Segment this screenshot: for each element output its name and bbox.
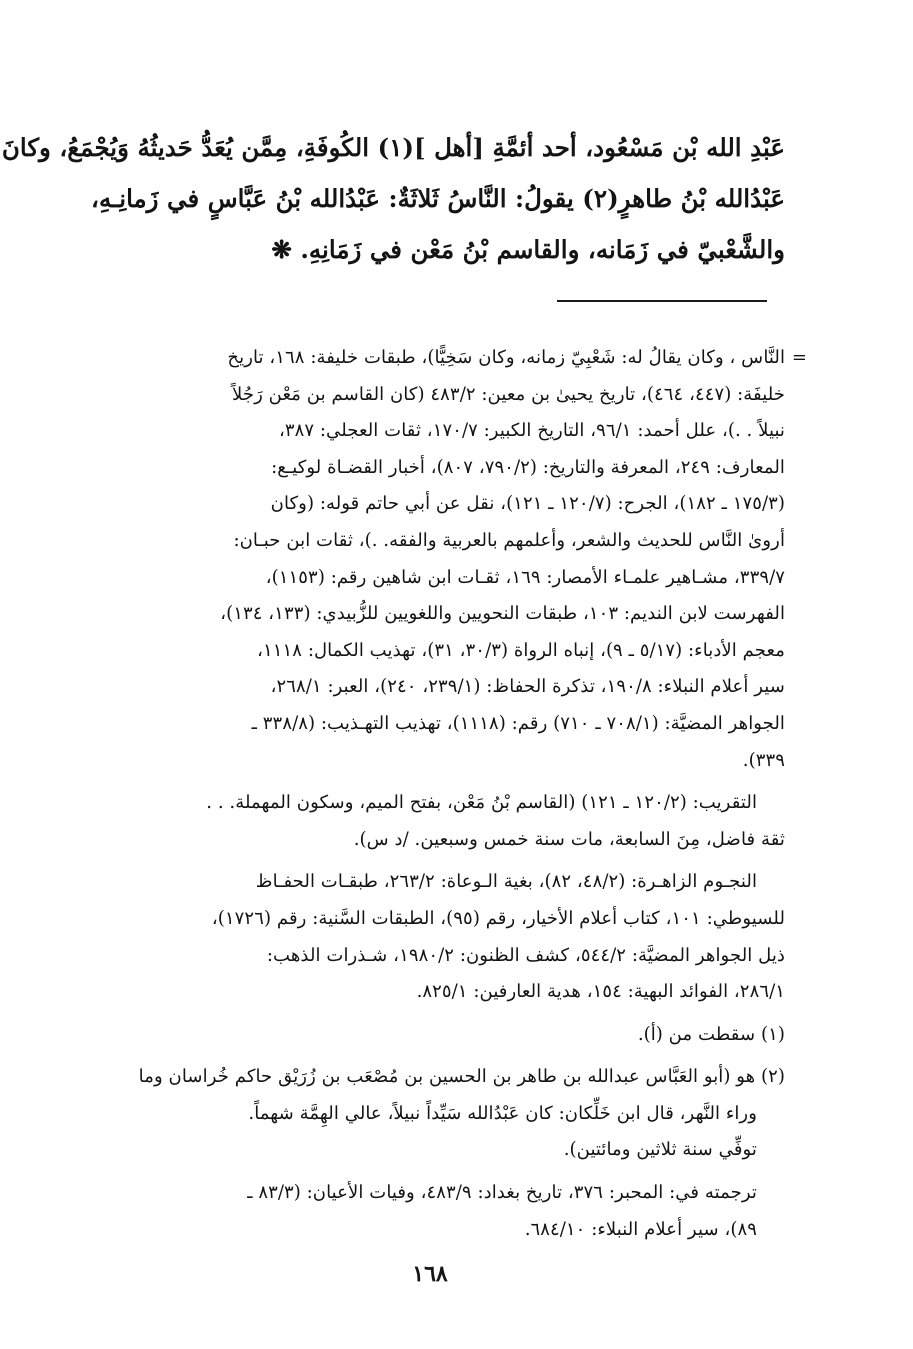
footnote-line: الفهرست لابن النديم: ١٠٣، طبقات النحويين واللغويين للزُّبيدي: (١٣٣، ١٣٤)،: [220, 603, 785, 625]
footnote-line: للسيوطي: ١٠١، كتاب أعلام الأخيار، رقم (٩٥)، الطبقات السَّنية: رقم (١٧٢٦)،: [211, 907, 785, 929]
footnote-line: خليفَة: (٤٤٧، ٤٦٤)، تاريخ يحيىٰ بن معين: ٤٨٣/٢ (كان القاسم بن مَعْن رَجُلاً: [232, 383, 785, 405]
main-text-line: والشَّعْبيّ في زَمَانه، والقاسم بْنُ مَعْن في زَمَانِهِ. ❋: [271, 235, 785, 264]
footnote-2-references: [70, 1175, 785, 1248]
footnote-line: سير أعلام النبلاء: ١٩٠/٨، تذكرة الحفاظ: (٢٣٩/١، ٢٤٠)، العبر: ٢٦٨/١،: [270, 676, 785, 698]
main-text: [1, 122, 785, 275]
footnote-line: ٢٨٦/١، الفوائد البهية: ١٥٤، هدية العارفين: ٨٢٥/١.: [416, 981, 785, 1003]
main-text-line: عَبْدِ الله بْن مَسْعُود، أحد أئمَّةِ [أهل ](١) الكُوفَةِ، مِمَّن يُعَدُّ حَديثُهُ وَيُجْمَعُ، وكانَ: [1, 133, 785, 162]
footnote-line: نبيلاً . .)، علل أحمد: ٩٦/١، التاريخ الكبير: ١٧٠/٧، ثقات العجلي: ٣٨٧،: [278, 420, 785, 442]
footnote-2: [70, 1059, 785, 1169]
footnote-line: المعارف: ٢٤٩، المعرفة والتاريخ: (٧٩٠/٢، ٨٠٧)، أخبار القضـاة لوكيـع:: [271, 456, 785, 478]
footnote-line: أروىٰ النَّاس للحديث والشعر، وأعلمهم بالعربية والفقه. .)، ثقات ابن حبـان:: [233, 529, 785, 551]
footnote-line: معجم الأدباء: (٥/١٧ ـ ٩)، إنباه الرواة (٣٠/٣، ٣١)، تهذيب الكمال: ١١١٨،: [257, 639, 785, 661]
footnote-line: ترجمته في: المحبر: ٣٧٦، تاريخ بغداد: ٤٨٣/٩، وفيات الأعيان: (٨٣/٣ ـ: [247, 1182, 757, 1204]
footnote-1: [70, 1017, 785, 1054]
footnote-separator: [557, 300, 767, 302]
footnote-line: (١٧٥/٣ ـ ١٨٢)، الجرح: (١٢٠/٧ ـ ١٢١)، نقل عن أبي حاتم قوله: (وكان: [270, 493, 785, 515]
footnote-line: الجواهر المضيَّة: (٧٠٨/١ ـ ٧١٠) رقم: (١١١٨)، تهذيب التهـذيب: (٣٣٨/٨ ـ: [251, 712, 785, 734]
footnote-line: ذيل الجواهر المضيَّة: ٥٤٤/٢، كشف الظنون: ١٩٨٠/٢، شـذرات الذهب:: [266, 944, 785, 966]
footnote-line: توفِّي سنة ثلاثين ومائتين).: [563, 1139, 757, 1161]
footnote-line: ثقة فاضل، مِنَ السابعة، مات سنة خمس وسبعين. /د س).: [353, 828, 785, 850]
page-number: ١٦٨: [412, 1261, 448, 1287]
footnote-line: النجـوم الزاهـرة: (٤٨/٢، ٨٢)، بغية الـوعاة: ٢٦٣/٢، طبقـات الحفـاظ: [255, 871, 757, 893]
footnote-line: النَّاس ، وكان يقالُ له: شَعْبِيّ زمانه، وكان سَخِيًّا)، طبقات خليفة: ١٦٨، تاريخ: [227, 347, 785, 368]
footnote-line: ٨٩)، سير أعلام النبلاء: ٦٨٤/١٠.: [524, 1218, 757, 1240]
footnote-line: (٢) هو (أبو العَبَّاس عبدالله بن طاهر بن الحسين بن مُصْعَب بن زُرَيْق حاكم خُراسان وما: [138, 1066, 785, 1088]
footnote-line: ٣٣٩/٧، مشـاهير علمـاء الأمصار: ١٦٩، ثقـات ابن شاهين رقم: (١١٥٣)،: [265, 566, 785, 588]
main-text-line: عَبْدُالله بْنُ طاهرٍ(٢) يقولُ: النَّاسُ ثَلاثَةٌ: عَبْدُالله بْنُ عَبَّاسٍ في زَمانِـهِ،: [91, 184, 785, 213]
continuation-mark: =: [791, 347, 807, 368]
footnote-sources: [70, 864, 785, 1010]
footnotes: [70, 340, 807, 1254]
footnote-line: (١) سقطت من (أ).: [637, 1023, 785, 1045]
footnote-line: التقريب: (١٢٠/٢ ـ ١٢١) (القاسم بْنُ مَعْن، بفتح الميم، وسكون المهملة. . .: [206, 792, 757, 814]
footnote-taqrib: [70, 785, 785, 858]
page-body: [1, 122, 785, 275]
footnote-line: وراء النَّهر، قال ابن خَلِّكان: كان عَبْدُالله سَيِّداً نبيلاً، عالي الهِمَّة شهماً.: [248, 1102, 757, 1124]
footnote-continuation: [70, 340, 807, 779]
footnote-line: ٣٣٩).: [742, 749, 785, 771]
